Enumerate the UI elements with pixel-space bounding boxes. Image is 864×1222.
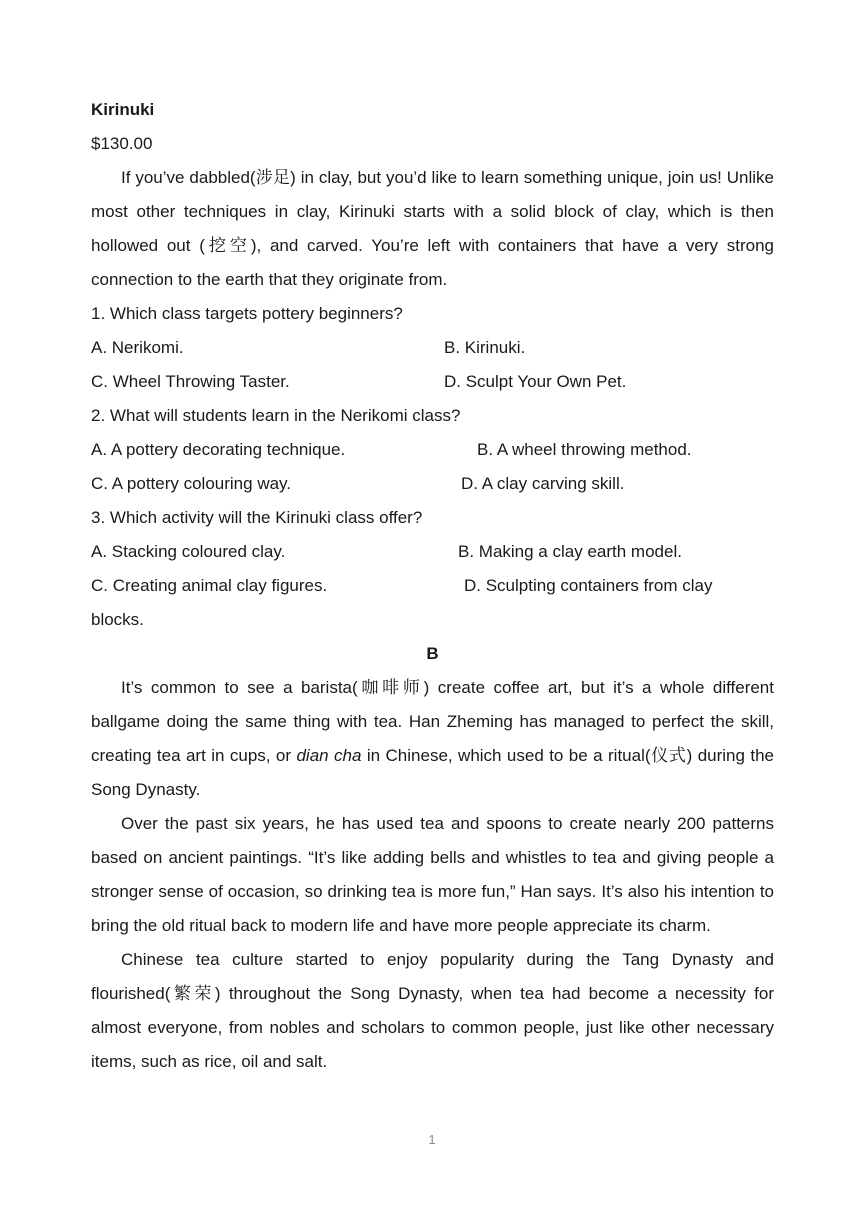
option-a: A. A pottery decorating technique. [91,440,346,459]
option-a: A. Nerikomi. [91,338,184,357]
option-c: C. Wheel Throwing Taster. [91,372,290,391]
option-row [91,433,774,467]
question-3 [91,501,774,637]
option-d-continued: blocks. [91,610,144,629]
paragraph-2: Over the past six years, he has used tea and spoons to create nearly 200 patterns based on ancient paintings. “It’s like adding bells and whistles to tea and giving people a stronger sense of occasion, so drinking tea is more fun,” Han says. It’s also his intention to bring the old ritual back to modern life and have more people appreciate its charm. [91,814,774,935]
option-c: C. Creating animal clay figures. [91,576,328,595]
item-price: $130.00 [91,134,153,153]
question-stem: 3. Which activity will the Kirinuki class offer? [91,508,423,527]
option-b: B. Kirinuki. [444,338,526,357]
option-a: A. Stacking coloured clay. [91,542,286,561]
item-description: If you’ve dabbled(涉足) in clay, but you’d like to learn something unique, join us! Unlike most other techniques in clay, Kirinuki starts with a solid block of clay, which is then hollowed out (挖空), and carved. You’re left with containers that have a very strong connection to the earth that they originate from. [91,168,774,289]
option-b: B. A wheel throwing method. [477,440,692,459]
option-row [91,569,774,603]
paragraph-1-text-b: in Chinese, which used to be a ritual(仪式) during the Song Dynasty. [91,746,775,799]
section-heading: B [426,644,439,663]
question-2 [91,399,774,501]
option-d: D. A clay carving skill. [461,474,625,493]
question-1 [91,297,774,399]
question-stem: 2. What will students learn in the Nerikomi class? [91,406,461,425]
document-page [91,93,774,1079]
option-row [91,535,774,569]
paragraph-1-italic: dian cha [296,746,362,765]
paragraph-1 [91,671,774,807]
option-b: B. Making a clay earth model. [458,542,682,561]
option-row [91,331,774,365]
paragraph-1-text-a: It’s common to see a barista(咖啡师) create coffee art, but it’s a whole different ballgame doing the same thing with tea. Han Zheming has managed to perfect the skill, creating tea art in cups, or [91,678,774,765]
page-number: 1 [428,1132,436,1147]
question-stem: 1. Which class targets pottery beginners? [91,304,403,323]
option-d: D. Sculpting containers from clay [464,576,713,595]
option-row [91,365,774,399]
option-d: D. Sculpt Your Own Pet. [444,372,627,391]
paragraph-3: Chinese tea culture started to enjoy popularity during the Tang Dynasty and flourished(繁荣) throughout the Song Dynasty, when tea had become a necessity for almost everyone, from nobles and scholars to common people, just like other necessary items, such as rice, oil and salt. [91,950,774,1071]
option-row [91,467,774,501]
option-c: C. A pottery colouring way. [91,474,292,493]
item-title: Kirinuki [91,100,155,119]
